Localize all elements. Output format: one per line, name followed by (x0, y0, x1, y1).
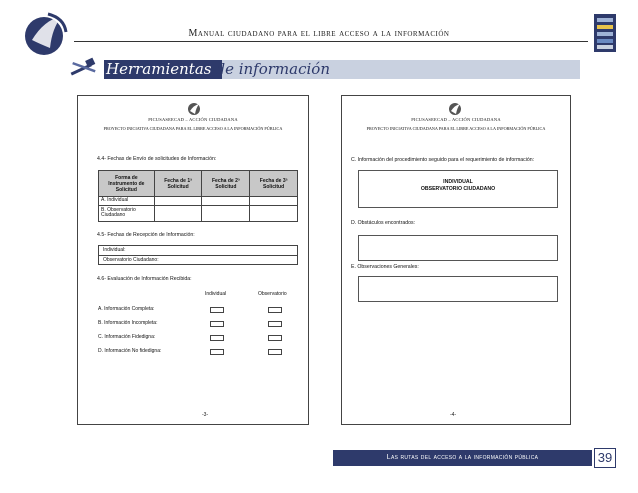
checkbox-individual[interactable] (210, 349, 224, 355)
reception-observatorio[interactable]: Observatorio Ciudadano: (103, 257, 159, 263)
checkbox-individual[interactable] (210, 307, 224, 313)
table-row (99, 197, 298, 206)
table-cell: B. Observatorio Ciudadano (99, 205, 155, 221)
checkbox-observatorio[interactable] (268, 307, 282, 313)
section-title (106, 60, 330, 79)
eval-row-label: D. Información No fidedigna: (98, 348, 162, 354)
eval-col-observatorio: Observatorio (258, 291, 287, 297)
eval-row-label: A. Información Completa: (98, 306, 155, 312)
org-name: PICUSASEECAD – ACCIÓN CIUDADANA (411, 117, 501, 122)
form-page-right (341, 95, 571, 425)
date-input-cell[interactable] (154, 205, 202, 221)
section-e: E. Observaciones Generales: (351, 264, 419, 270)
table-cell: A. Individual (99, 197, 155, 206)
hammer-wrench-icon (68, 56, 102, 82)
eval-row-label: C. Información Fidedigna: (98, 334, 156, 340)
reception-box (98, 245, 298, 265)
section-c: C. Información del procedimiento seguido para el requerimiento de información: (351, 157, 535, 163)
observations-box[interactable] (358, 276, 558, 302)
checkbox-individual[interactable] (210, 335, 224, 341)
section-4-6: 4.6- Evaluación de Información Recibida: (97, 276, 192, 282)
table-row (99, 205, 298, 221)
checkbox-observatorio[interactable] (268, 321, 282, 327)
date-input-cell[interactable] (154, 197, 202, 206)
eval-row-label: B. Información Incompleta: (98, 320, 158, 326)
org-name: PICUSASEECAD – ACCIÓN CIUDADANA (148, 117, 238, 122)
checkbox-observatorio[interactable] (268, 349, 282, 355)
procedure-box-line2: OBSERVATORIO CIUDADANO (420, 186, 496, 192)
procedure-box[interactable] (358, 170, 558, 208)
table-header: Forma de Instrumento de Solicitud (99, 171, 155, 197)
project-name: PROYECTO INICIATIVA CIUDADANA PARA EL LIBRE ACCESO A LA INFORMACIÓN PÚBLICA (103, 126, 283, 131)
page-number: -3- (202, 412, 209, 418)
section-title-part1: Herramientas (106, 60, 212, 78)
table-header: Fecha de 2ª Solicitud (202, 171, 250, 197)
page-number: -4- (450, 412, 457, 418)
table-header: Fecha de 1ª Solicitud (154, 171, 202, 197)
header-rule (74, 41, 588, 42)
accion-ciudadana-logo (187, 102, 201, 116)
procedure-box-line1: INDIVIDUAL (443, 179, 473, 185)
section-4-4: 4.4- Fechas de Envío de solicitudes de Información: (97, 156, 217, 162)
section-d: D. Obstáculos encontrados: (351, 220, 416, 226)
date-input-cell[interactable] (250, 197, 298, 206)
footer-page-number: 39 (594, 448, 616, 468)
reception-individual[interactable]: Individual: (103, 247, 126, 253)
date-input-cell[interactable] (202, 205, 250, 221)
form-page-left (77, 95, 309, 425)
section-title-part2: de información (215, 60, 330, 78)
divider (99, 255, 297, 256)
header-title: Manual ciudadano para el libre acceso a la información (188, 28, 450, 39)
send-dates-table (98, 170, 298, 222)
accion-ciudadana-logo (448, 102, 462, 116)
date-input-cell[interactable] (202, 197, 250, 206)
table-header: Fecha de 3ª Solicitud (250, 171, 298, 197)
checkbox-individual[interactable] (210, 321, 224, 327)
section-4-5: 4.5- Fechas de Recepción de Información: (97, 232, 195, 238)
date-input-cell[interactable] (250, 205, 298, 221)
checkbox-observatorio[interactable] (268, 335, 282, 341)
footer-text: Las rutas del acceso a la información pública (386, 454, 539, 461)
eval-col-individual: Individual (205, 291, 227, 297)
project-name: PROYECTO INICIATIVA CIUDADANA PARA EL LIBRE ACCESO A LA INFORMACIÓN PÚBLICA (366, 126, 546, 131)
obstacles-box[interactable] (358, 235, 558, 261)
